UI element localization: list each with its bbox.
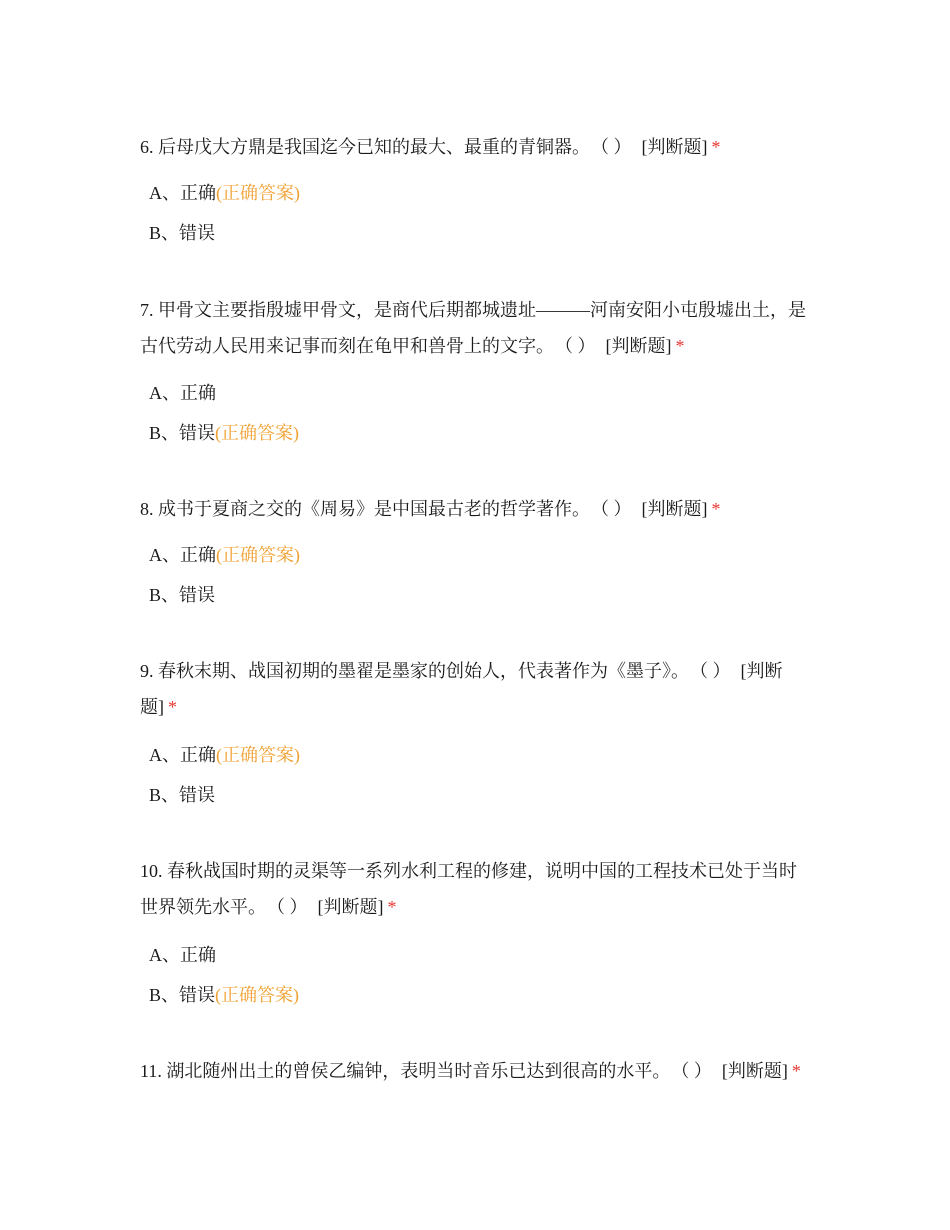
answer-blank: （ ） bbox=[600, 499, 632, 519]
required-mark: * bbox=[711, 137, 721, 157]
question-11 bbox=[140, 1053, 810, 1089]
question-body: 春秋末期、战国初期的墨翟是墨家的创始人，代表著作为《墨子》。 bbox=[158, 661, 689, 681]
question-number: 6. bbox=[140, 137, 154, 157]
question-number: 7. bbox=[140, 300, 154, 320]
option-label: B、错误 bbox=[149, 785, 216, 805]
question-body: 后母戊大方鼎是我国迄今已知的最大、最重的青铜器。 bbox=[158, 137, 590, 157]
option-b[interactable] bbox=[149, 784, 810, 806]
option-label: B、错误 bbox=[149, 423, 216, 443]
correct-answer-tag: (正确答案) bbox=[215, 423, 300, 443]
option-label: B、错误 bbox=[149, 985, 216, 1005]
option-b[interactable] bbox=[149, 422, 810, 444]
option-label: A、正确 bbox=[149, 945, 216, 965]
option-label: A、正确 bbox=[149, 183, 216, 203]
question-body: 湖北随州出土的曾侯乙编钟，表明当时音乐已达到很高的水平。 bbox=[166, 1061, 671, 1081]
option-label: A、正确 bbox=[149, 383, 216, 403]
answer-blank: （ ） bbox=[680, 1061, 712, 1081]
option-a[interactable] bbox=[149, 382, 810, 404]
question-number: 9. bbox=[140, 661, 154, 681]
option-a[interactable] bbox=[149, 544, 810, 566]
question-text bbox=[140, 292, 810, 364]
correct-answer-tag: (正确答案) bbox=[215, 985, 300, 1005]
question-body: 春秋战国时期的灵渠等一系列水利工程的修建，说明中国的工程技术已处于当时世界领先水平。 bbox=[140, 861, 797, 917]
required-mark: * bbox=[791, 1061, 801, 1081]
required-mark: * bbox=[168, 697, 177, 717]
required-mark: * bbox=[387, 897, 397, 917]
question-number: 10. bbox=[140, 861, 163, 881]
correct-answer-tag: (正确答案) bbox=[216, 545, 300, 565]
answer-blank: （ ） bbox=[276, 897, 308, 917]
option-label: A、正确 bbox=[149, 745, 216, 765]
option-a[interactable] bbox=[149, 182, 810, 204]
required-mark: * bbox=[711, 499, 721, 519]
question-9 bbox=[140, 653, 810, 725]
option-b[interactable] bbox=[149, 984, 810, 1006]
question-10 bbox=[140, 853, 810, 925]
question-number: 11. bbox=[140, 1061, 162, 1081]
question-type: [判断题] bbox=[605, 336, 672, 356]
question-type: [判断题] bbox=[641, 137, 708, 157]
question-body: 甲骨文主要指殷墟甲骨文，是商代后期都城遗址———河南安阳小屯殷墟出土，是古代劳动人民用来记事而刻在龟甲和兽骨上的文字。 bbox=[140, 300, 806, 356]
question-type: [判断题] bbox=[641, 499, 708, 519]
question-number: 8. bbox=[140, 499, 154, 519]
question-type: [判断题] bbox=[721, 1061, 788, 1081]
question-type: [判断题] bbox=[140, 661, 783, 717]
option-b[interactable] bbox=[149, 584, 810, 606]
question-text bbox=[140, 1053, 810, 1089]
question-text bbox=[140, 129, 810, 165]
option-label: A、正确 bbox=[149, 545, 216, 565]
answer-blank: （ ） bbox=[699, 661, 731, 681]
option-label: B、错误 bbox=[149, 223, 216, 243]
correct-answer-tag: (正确答案) bbox=[216, 183, 300, 203]
question-6 bbox=[140, 129, 810, 165]
question-body: 成书于夏商之交的《周易》是中国最古老的哲学著作。 bbox=[158, 499, 590, 519]
question-type: [判断题] bbox=[317, 897, 384, 917]
correct-answer-tag: (正确答案) bbox=[216, 745, 300, 765]
question-8 bbox=[140, 491, 810, 527]
option-a[interactable] bbox=[149, 744, 810, 766]
answer-blank: （ ） bbox=[600, 137, 632, 157]
option-label: B、错误 bbox=[149, 585, 216, 605]
option-a[interactable] bbox=[149, 944, 810, 966]
question-text bbox=[140, 853, 810, 925]
answer-blank: （ ） bbox=[564, 336, 596, 356]
option-b[interactable] bbox=[149, 222, 810, 244]
question-text bbox=[140, 653, 810, 725]
question-text bbox=[140, 491, 810, 527]
required-mark: * bbox=[675, 336, 685, 356]
question-7 bbox=[140, 292, 810, 364]
